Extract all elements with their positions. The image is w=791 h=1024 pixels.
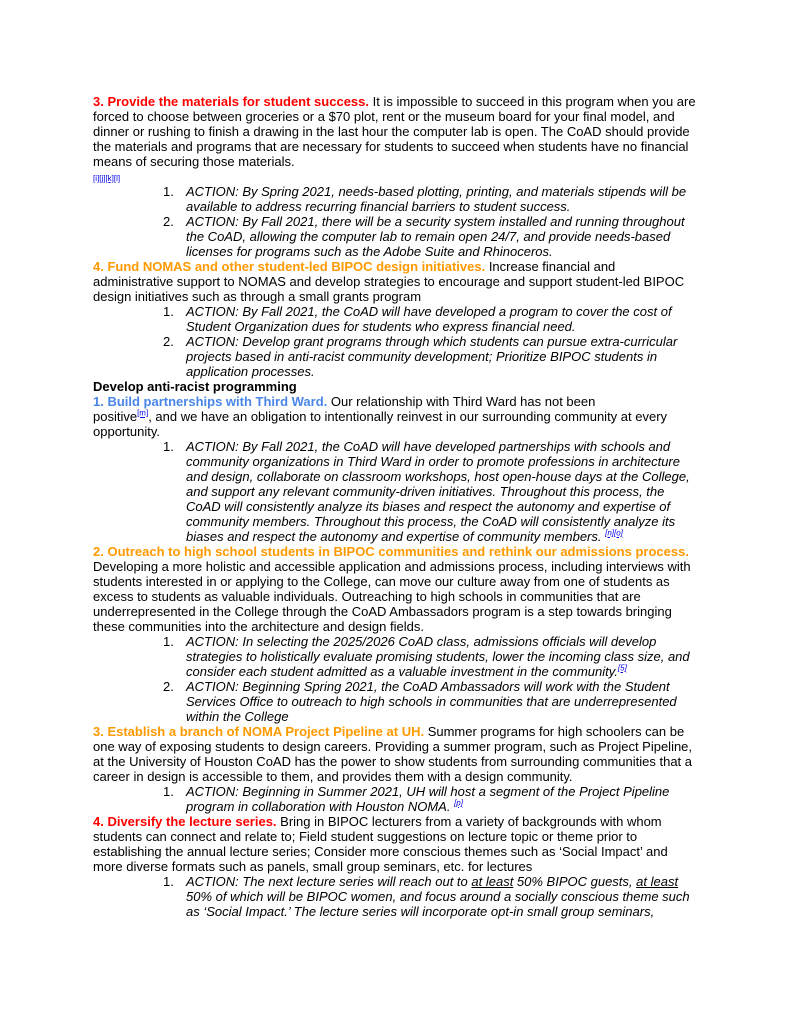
action-text: ACTION: By Spring 2021, needs-based plotting, printing, and materials stipends will be available to address recurring financial barriers to student success. <box>186 184 687 214</box>
paragraph-text: , and we have an obligation to intentionally reinvest in our surrounding community at every opportunity. <box>93 409 668 439</box>
paragraph-pipeline <box>93 724 699 784</box>
action-list <box>93 784 699 814</box>
heading-lecture: 4. Diversify the lecture series. <box>93 814 277 829</box>
document-body <box>93 94 699 919</box>
action-text: ACTION: Develop grant programs through which students can pursue extra-curricular projects based in anti-racist community development; Prioritize BIPOC students in application processes. <box>186 334 678 379</box>
underlined-text: at least <box>636 874 679 889</box>
paragraph-text: It is impossible to succeed in this program when you are forced to choose between groceries or a $70 plot, rent or the museum board for your final model, and dinner or rushing to finish a drawing in the last hour the computer lab is open. The CoAD should provide the materials and programs that are necessary for students to succeed when students have no financial means of securing those materials. <box>93 94 696 169</box>
paragraph-third-ward <box>93 394 699 439</box>
list-item <box>93 874 699 919</box>
paragraph-lecture <box>93 814 699 874</box>
list-number: 1. <box>163 784 174 799</box>
list-item <box>93 634 699 679</box>
list-number: 1. <box>163 184 174 199</box>
footnote-link[interactable]: [m] <box>137 408 149 418</box>
list-item <box>93 214 699 259</box>
action-text: ACTION: Beginning Spring 2021, the CoAD Ambassadors will work with the Student Services Office to outreach to high schools in communities that are underrepresented within the College <box>186 679 677 724</box>
action-list <box>93 439 699 544</box>
action-text: ACTION: The next lecture series will reach out to <box>186 874 472 889</box>
action-list <box>93 634 699 724</box>
list-number: 1. <box>163 439 174 454</box>
list-number: 1. <box>163 874 174 889</box>
list-number: 2. <box>163 334 174 349</box>
action-text: ACTION: By Fall 2021, the CoAD will have developed a program to cover the cost of Student Organization dues for students who express financial need. <box>186 304 672 334</box>
paragraph-text: positive <box>93 409 138 424</box>
list-item <box>93 784 699 814</box>
list-number: 2. <box>163 679 174 694</box>
footnote-link[interactable]: [p] <box>454 798 463 808</box>
list-number: 2. <box>163 214 174 229</box>
section-heading: Develop anti-racist programming <box>93 379 297 394</box>
list-item <box>93 304 699 334</box>
action-list <box>93 874 699 919</box>
underlined-text: at least <box>471 874 514 889</box>
paragraph-materials <box>93 94 699 169</box>
heading-nomas: 4. Fund NOMAS and other student-led BIPOC design initiatives. <box>93 259 486 274</box>
paragraph-text: Summer programs for high schoolers can be one way of exposing students to design careers. Providing a summer program, such as Project Pipeline, at the University of Houston CoAD has the power to show students from surrounding communities that a career in design is accessible to them, and provides them with a design community. <box>93 724 693 784</box>
list-item <box>93 679 699 724</box>
list-item <box>93 439 699 544</box>
list-item <box>93 334 699 379</box>
paragraph-text: Our relationship with Third Ward has not been <box>327 394 596 409</box>
footnote-link[interactable]: [5] <box>617 663 627 673</box>
list-item <box>93 184 699 214</box>
heading-pipeline: 3. Establish a branch of NOMA Project Pipeline at UH. <box>93 724 425 739</box>
action-text: ACTION: By Fall 2021, the CoAD will have developed partnerships with schools and community organizations in Third Ward in order to promote professions in architecture and design, collaborate on classroom workshops, host open-house days at the College, and support any relevant community-driven initiatives. Throughout this process, the CoAD will consistently analyze its biases and respect the autonomy and expertise of community members. Throughout this process, the CoAD will consistently analyze its biases and respect the autonomy and expertise of community members. <box>186 439 690 544</box>
footnote-link[interactable]: [i][j][k][l] <box>93 174 121 183</box>
heading-materials: 3. Provide the materials for student success. <box>93 94 369 109</box>
paragraph-text: Increase financial and administrative support to NOMAS and develop strategies to encourage and support student-led BIPOC design initiatives such as through a small grants program <box>93 259 685 304</box>
heading-outreach: 2. Outreach to high school students in BIPOC communities and rethink our admissions process. <box>93 544 689 559</box>
paragraph-outreach <box>93 544 699 634</box>
action-text: ACTION: By Fall 2021, there will be a security system installed and running throughout the CoAD, allowing the computer lab to remain open 24/7, and provide needs-based licenses for programs such as the Adobe Suite and Rhinoceros. <box>186 214 685 259</box>
list-number: 1. <box>163 304 174 319</box>
action-list <box>93 304 699 379</box>
action-text: ACTION: Beginning in Summer 2021, UH will host a segment of the Project Pipeline program in collaboration with Houston NOMA. <box>186 784 670 814</box>
action-list <box>93 184 699 259</box>
paragraph-nomas <box>93 259 699 304</box>
action-text: ACTION: In selecting the 2025/2026 CoAD class, admissions officials will develop strategies to holistically evaluate promising students, lower the incoming class size, and consider each student admitted as a valuable investment in the community. <box>186 634 690 679</box>
paragraph-text: Bring in BIPOC lecturers from a variety of backgrounds with whom students can connect and relate to; Field student suggestions on lecture topic or theme prior to establishing the annual lecture series; Consider more conscious themes such as ‘Social Impact’ and more diverse formats such as panels, small group seminars, etc. for lectures <box>93 814 668 874</box>
list-number: 1. <box>163 634 174 649</box>
action-text: 50% of which will be BIPOC women, and focus around a socially conscious theme such as ‘Social Impact.’ The lecture series will incorporate opt-in small group seminars, <box>186 889 690 919</box>
footnote-link[interactable]: [n][o] <box>605 528 623 538</box>
heading-third-ward: 1. Build partnerships with Third Ward. <box>93 394 328 409</box>
action-text: 50% BIPOC guests, <box>513 874 637 889</box>
paragraph-text: Developing a more holistic and accessible application and admissions process, including interviews with students interested in or applying to the College, can move our culture away from one of students as excess to students as valuable individuals. Outreaching to high schools in communities that are underrepresented in the College through the CoAD Ambassadors program is a step towards bringing these communities into the architecture and design fields. <box>93 559 691 634</box>
